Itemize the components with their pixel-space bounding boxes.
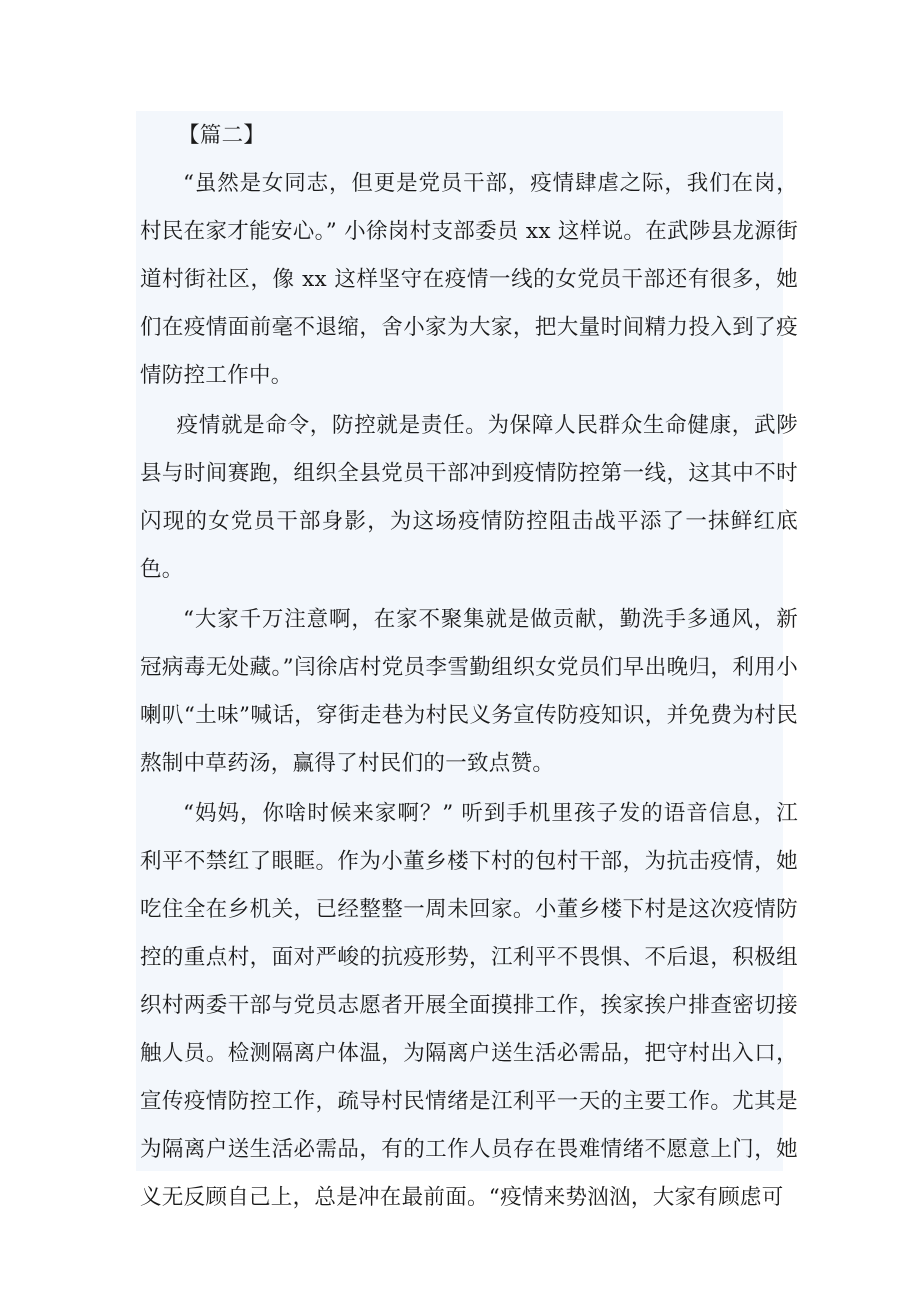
- paragraph-4: “妈妈，你啥时候来家啊？” 听到手机里孩子发的语音信息，江利平不禁红了眼眶。作为小董乡楼下村的包村干部，为抗击疫情，她吃住全在乡机关，已经整整一周未回家。小董乡楼下村是这次疫情防控的重点村，面对严峻的抗疫形势，江利平不畏惧、不后退，积极组织村两委干部与党员志愿者开展全面摸排工作，挨家挨户排查密切接触人员。检测隔离户体温，为隔离户送生活必需品，把守村出入口，宣传疫情防控工作，疏导村民情绪是江利平一天的主要工作。尤其是为隔离户送生活必需品，有的工作人员存在畏难情绪不愿意上门，她义无反顾自己上，总是冲在最前面。“疫情来势汹汹，大家有顾虑可: [140, 801, 798, 1210]
- section-heading: 【篇二】: [178, 123, 266, 148]
- paragraph-1: “虽然是女同志，但更是党员干部，疫情肆虐之际，我们在岗，村民在家才能安心。” 小徐岗村支部委员 xx 这样说。在武陟县龙源街道村街社区，像 xx 这样坚守在疫情一线的女党员干部还有很多，她们在疫情面前毫不退缩，舍小家为大家，把大量时间精力投入到了疫情防控工作中。: [140, 171, 798, 388]
- paragraph-3: “大家千万注意啊，在家不聚集就是做贡献，勤洗手多通风，新冠病毒无处藏。”闫徐店村党员李雪勤组织女党员们早出晚归，利用小喇叭“土味”喊话，穿街走巷为村民义务宣传防疫知识，并免费为村民熬制中草药汤，赢得了村民们的一致点赞。: [140, 607, 798, 776]
- document-body: [140, 112, 798, 1222]
- paragraph-2: 疫情就是命令，防控就是责任。为保障人民群众生命健康，武陟县与时间赛跑，组织全县党员干部冲到疫情防控第一线，这其中不时闪现的女党员干部身影，为这场疫情防控阻击战平添了一抹鲜红底色。: [140, 413, 798, 582]
